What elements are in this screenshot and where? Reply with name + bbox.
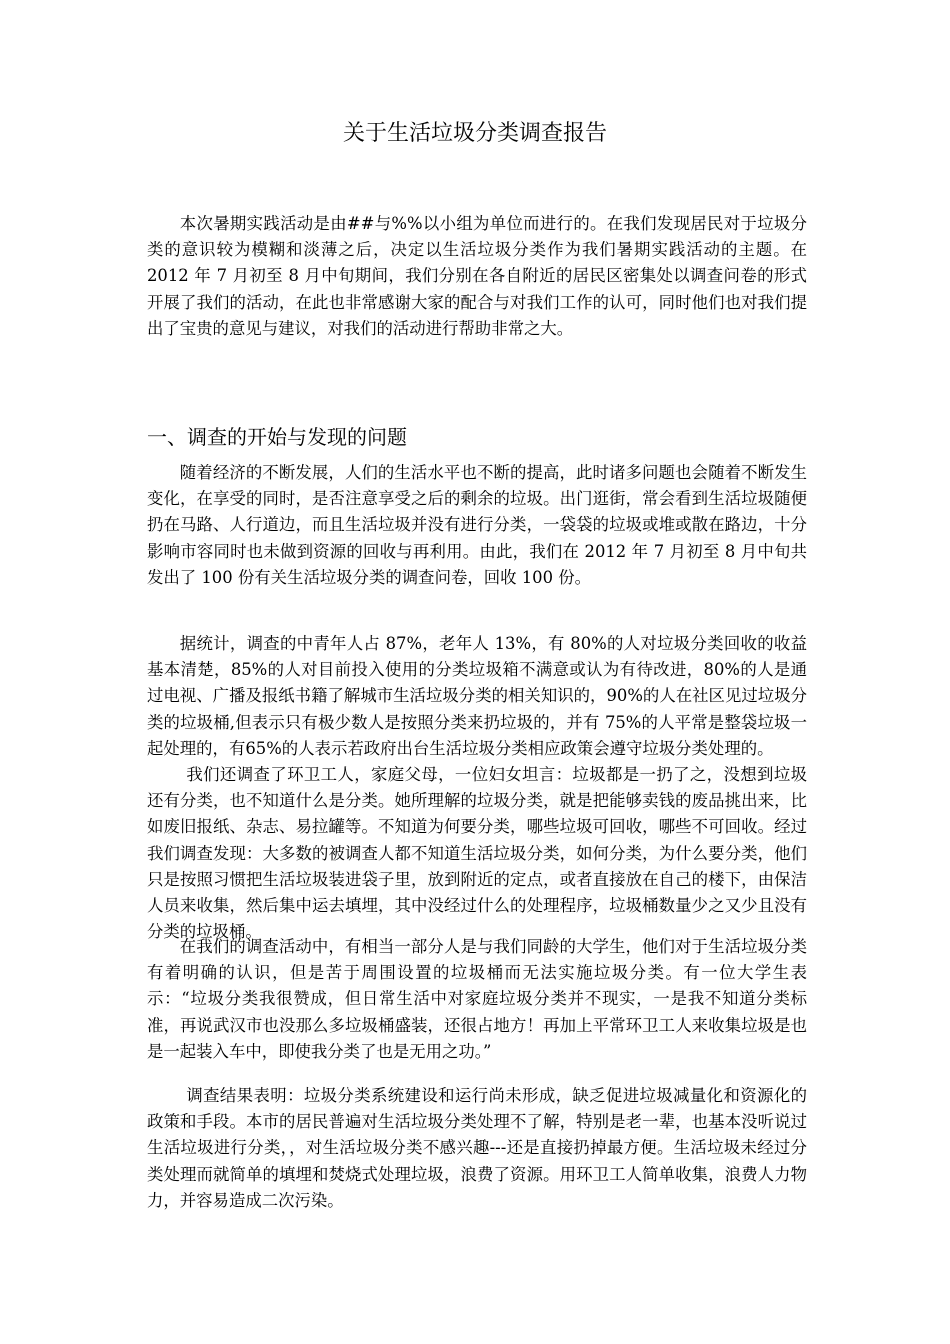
body-paragraph-3: 我们还调查了环卫工人，家庭父母，一位妇女坦言：垃圾都是一扔了之，没想到垃圾还有分类，也不知道什么是分类。她所理解的垃圾分类，就是把能够卖钱的废品挑出来，比如废旧报纸、杂志、易拉罐等。不知道为何要分类，哪些垃圾可回收，哪些不可回收。经过我们调查发现：大多数的被调查人都不知道生活垃圾分类，如何分类，为什么要分类，他们只是按照习惯把生活垃圾装进袋子里，放到附近的定点，或者直接放在自己的楼下，由保洁人员来收集，然后集中运去填埋，其中没经过什么的处理程序，垃圾桶数量少之又少且没有分类的垃圾桶。 — [147, 765, 807, 942]
section-heading: 一、调查的开始与发现的问题 — [147, 425, 407, 449]
body-paragraph-2: 据统计，调查的中青年人占 87%，老年人 13%，有 80%的人对垃圾分类回收的收益基本清楚，85%的人对目前投入使用的分类垃圾箱不满意或认为有待改进，80%的人是通过电视、广播及报纸书籍了解城市生活垃圾分类的相关知识的，90%的人在社区见过垃圾分类的垃圾桶,但表示只有极少数人是按照分类来扔垃圾的，并有 75%的人平常是整袋垃圾一起处理的，有65%的人表示若政府出台生活垃圾分类相应政策会遵守垃圾分类处理的。 — [147, 634, 807, 758]
body-paragraph-5: 调查结果表明：垃圾分类系统建设和运行尚未形成，缺乏促进垃圾减量化和资源化的政策和手段。本市的居民普遍对生活垃圾分类处理不了解，特别是老一辈，也基本没听说过生活垃圾进行分类，，对生活垃圾分类不感兴趣---还是直接扔掉最方便。生活垃圾未经过分类处理而就简单的填埋和焚烧式处理垃圾，浪费了资源。用环卫工人简单收集，浪费人力物力，并容易造成二次污染。 — [147, 1086, 807, 1210]
body-paragraph-4: 在我们的调查活动中，有相当一部分人是与我们同龄的大学生，他们对于生活垃圾分类有着明确的认识，但是苦于周围设置的垃圾桶而无法实施垃圾分类。有一位大学生表示：“垃圾分类我很赞成，但日常生活中对家庭垃圾分类并不现实，一是我不知道分类标准，再说武汉市也没那么多垃圾桶盛装，还很占地方！再加上平常环卫工人来收集垃圾是也是一起装入车中，即使我分类了也是无用之功。” — [147, 937, 807, 1061]
report-title: 关于生活垃圾分类调查报告 — [342, 121, 607, 146]
intro-paragraph: 本次暑期实践活动是由##与%%以小组为单位而进行的。在我们发现居民对于垃圾分类的意识较为模糊和淡薄之后，决定以生活垃圾分类作为我们暑期实践活动的主题。在 2012 年 7 月初至 8 月中旬期间，我们分别在各自附近的居民区密集处以调查问卷的形式开展了我们的活动，在此也非常感谢大家的配合与对我们工作的认可，同时他们也对我们提出了宝贵的意见与建议，对我们的活动进行帮助非常之大。 — [147, 214, 807, 338]
body-paragraph-1: 随着经济的不断发展，人们的生活水平也不断的提高，此时诸多问题也会随着不断发生变化，在享受的同时，是否注意享受之后的剩余的垃圾。出门逛街，常会看到生活垃圾随便扔在马路、人行道边，而且生活垃圾并没有进行分类，一袋袋的垃圾或堆或散在路边，十分影响市容同时也未做到资源的回收与再利用。由此，我们在 2012 年 7 月初至 8 月中旬共发出了 100 份有关生活垃圾分类的调查问卷，回收 100 份。 — [147, 463, 807, 587]
